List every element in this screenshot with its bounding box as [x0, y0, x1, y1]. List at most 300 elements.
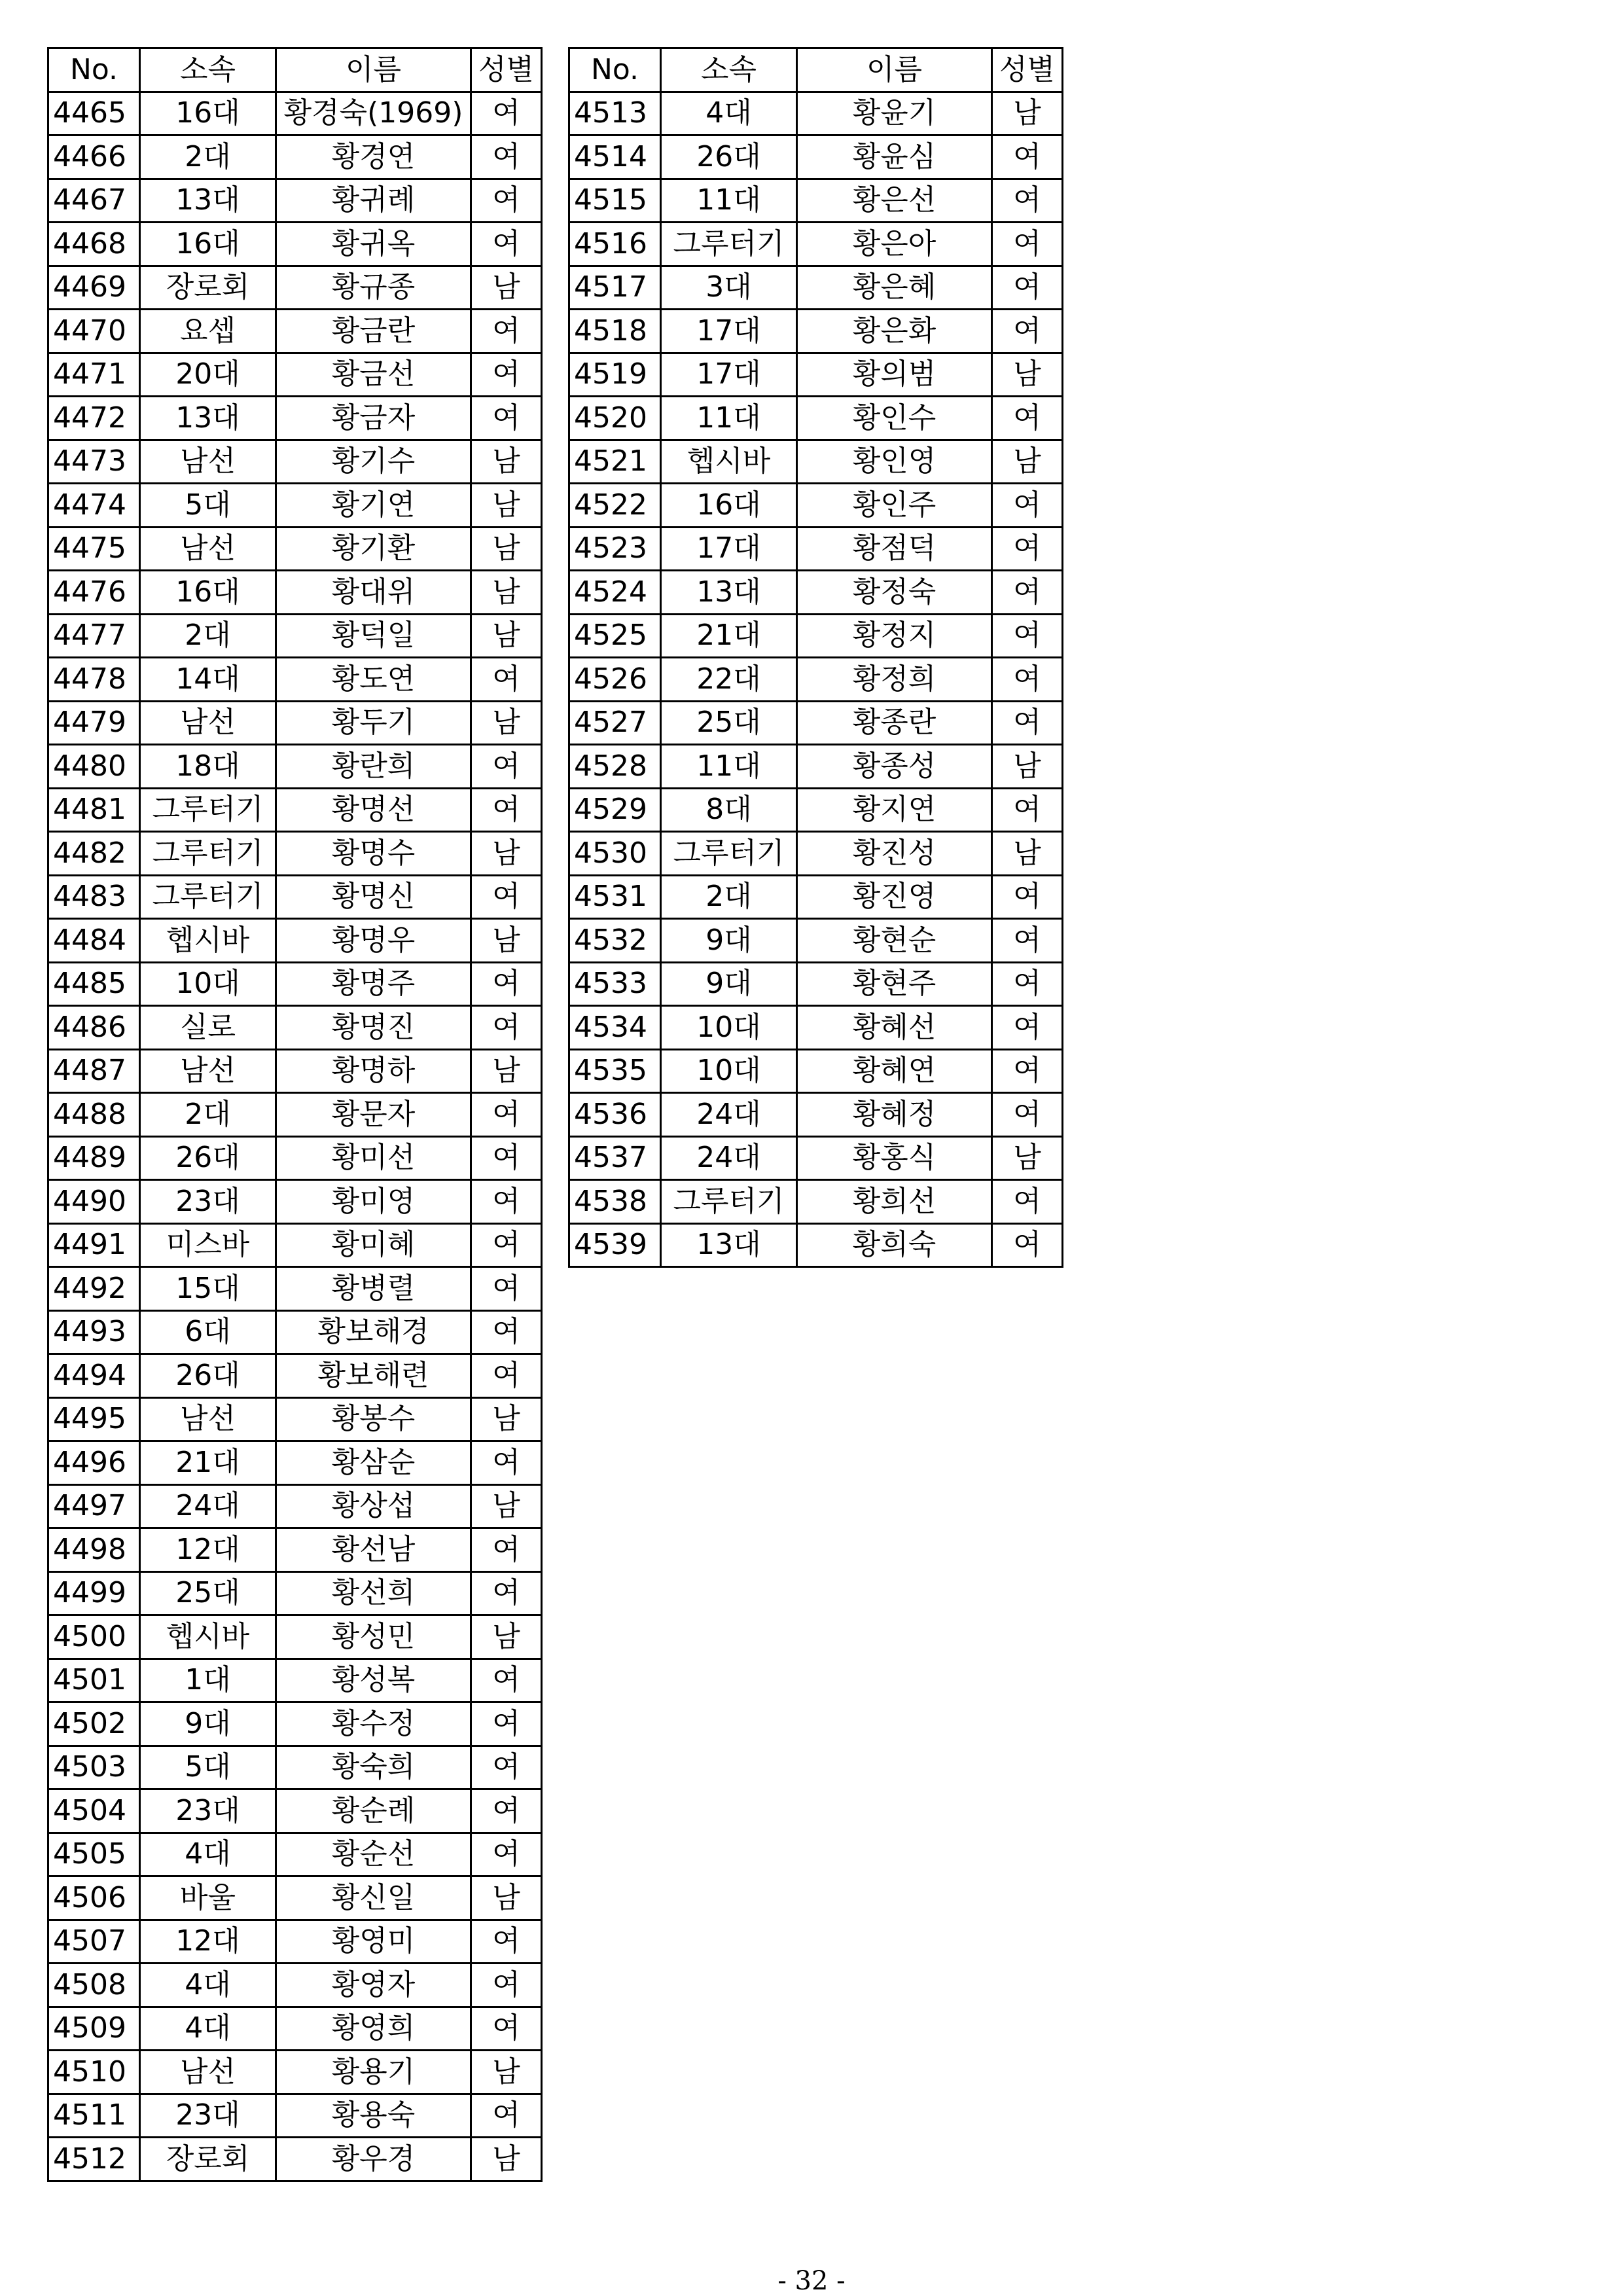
- table-row: [569, 223, 1063, 266]
- cell-gender: 여: [992, 1180, 1063, 1224]
- cell-gender: 여: [471, 1441, 542, 1485]
- cell-affiliation: 헵시바: [140, 919, 276, 963]
- cell-name: 황금선: [276, 353, 471, 397]
- cell-gender: 남: [471, 614, 542, 658]
- cell-no: 4477: [48, 614, 140, 658]
- cell-no: 4536: [569, 1093, 661, 1137]
- cell-affiliation: 15대: [140, 1267, 276, 1311]
- cell-name: 황현순: [797, 919, 992, 963]
- cell-name: 황인주: [797, 484, 992, 528]
- cell-affiliation: 4대: [661, 92, 797, 135]
- cell-no: 4487: [48, 1049, 140, 1093]
- table-row: [48, 310, 542, 353]
- cell-affiliation: 요셉: [140, 310, 276, 353]
- header-gender: 성별: [471, 48, 542, 92]
- cell-affiliation: 남선: [140, 1397, 276, 1441]
- table-row: [48, 1093, 542, 1137]
- table-row: [48, 788, 542, 832]
- cell-gender: 남: [471, 1876, 542, 1920]
- cell-name: 황기환: [276, 527, 471, 571]
- cell-name: 황우경: [276, 2138, 471, 2181]
- cell-gender: 여: [471, 658, 542, 702]
- table-row: [48, 1006, 542, 1050]
- cell-gender: 여: [992, 484, 1063, 528]
- cell-affiliation: 2대: [661, 875, 797, 919]
- cell-name: 황기수: [276, 440, 471, 484]
- cell-no: 4491: [48, 1223, 140, 1267]
- cell-name: 황신일: [276, 1876, 471, 1920]
- cell-name: 황영자: [276, 1964, 471, 2007]
- cell-affiliation: 그루터기: [661, 223, 797, 266]
- cell-no: 4533: [569, 962, 661, 1006]
- table-row: [48, 745, 542, 789]
- cell-name: 황수정: [276, 1702, 471, 1746]
- cell-affiliation: 26대: [140, 1136, 276, 1180]
- cell-affiliation: 4대: [140, 1964, 276, 2007]
- cell-affiliation: 3대: [661, 266, 797, 310]
- cell-no: 4531: [569, 875, 661, 919]
- cell-name: 황종란: [797, 701, 992, 745]
- cell-gender: 여: [992, 1093, 1063, 1137]
- cell-affiliation: 13대: [140, 179, 276, 223]
- cell-gender: 남: [471, 1049, 542, 1093]
- cell-affiliation: 23대: [140, 2094, 276, 2138]
- cell-affiliation: 10대: [140, 962, 276, 1006]
- cell-no: 4474: [48, 484, 140, 528]
- cell-affiliation: 남선: [140, 2051, 276, 2094]
- cell-name: 황순선: [276, 1833, 471, 1876]
- table-row: [569, 788, 1063, 832]
- cell-name: 황경숙(1969): [276, 92, 471, 135]
- cell-gender: 남: [992, 1136, 1063, 1180]
- cell-no: 4508: [48, 1964, 140, 2007]
- cell-no: 4478: [48, 658, 140, 702]
- cell-gender: 여: [471, 1136, 542, 1180]
- cell-no: 4479: [48, 701, 140, 745]
- table-row: [48, 701, 542, 745]
- cell-no: 4496: [48, 1441, 140, 1485]
- cell-name: 황기연: [276, 484, 471, 528]
- table-row: [48, 353, 542, 397]
- cell-no: 4532: [569, 919, 661, 963]
- cell-gender: 남: [992, 832, 1063, 876]
- cell-no: 4499: [48, 1571, 140, 1615]
- cell-name: 황병렬: [276, 1267, 471, 1311]
- cell-affiliation: 16대: [661, 484, 797, 528]
- cell-affiliation: 9대: [661, 919, 797, 963]
- cell-gender: 남: [471, 2051, 542, 2094]
- cell-name: 황문자: [276, 1093, 471, 1137]
- cell-affiliation: 2대: [140, 614, 276, 658]
- cell-affiliation: 17대: [661, 353, 797, 397]
- cell-no: 4516: [569, 223, 661, 266]
- cell-name: 황윤기: [797, 92, 992, 135]
- cell-name: 황덕일: [276, 614, 471, 658]
- cell-gender: 여: [471, 1093, 542, 1137]
- cell-name: 황도연: [276, 658, 471, 702]
- table-row: [48, 266, 542, 310]
- cell-name: 황진영: [797, 875, 992, 919]
- table-row: [48, 2094, 542, 2138]
- cell-gender: 여: [992, 266, 1063, 310]
- cell-gender: 여: [992, 658, 1063, 702]
- cell-affiliation: 10대: [661, 1006, 797, 1050]
- cell-affiliation: 24대: [661, 1093, 797, 1137]
- cell-name: 황명우: [276, 919, 471, 963]
- header-no: No.: [569, 48, 661, 92]
- cell-name: 황인영: [797, 440, 992, 484]
- cell-no: 4528: [569, 745, 661, 789]
- cell-no: 4539: [569, 1223, 661, 1267]
- table-row: [48, 1484, 542, 1528]
- cell-no: 4509: [48, 2007, 140, 2051]
- cell-affiliation: 장로회: [140, 2138, 276, 2181]
- cell-no: 4472: [48, 397, 140, 440]
- cell-name: 황명선: [276, 788, 471, 832]
- cell-gender: 여: [992, 701, 1063, 745]
- table-row: [48, 1180, 542, 1224]
- table-row: [48, 1876, 542, 1920]
- table-row: [48, 92, 542, 135]
- cell-name: 황종성: [797, 745, 992, 789]
- cell-name: 황두기: [276, 701, 471, 745]
- cell-name: 황혜연: [797, 1049, 992, 1093]
- cell-affiliation: 26대: [661, 135, 797, 179]
- cell-name: 황영희: [276, 2007, 471, 2051]
- table-row: [569, 484, 1063, 528]
- cell-affiliation: 11대: [661, 745, 797, 789]
- page-number: - 32 -: [777, 2266, 846, 2296]
- cell-affiliation: 23대: [140, 1789, 276, 1833]
- cell-name: 황상섭: [276, 1484, 471, 1528]
- cell-affiliation: 11대: [661, 397, 797, 440]
- cell-gender: 여: [992, 962, 1063, 1006]
- cell-name: 황은아: [797, 223, 992, 266]
- cell-no: 4484: [48, 919, 140, 963]
- cell-name: 황보해경: [276, 1310, 471, 1354]
- cell-name: 황미선: [276, 1136, 471, 1180]
- cell-gender: 남: [992, 745, 1063, 789]
- cell-no: 4510: [48, 2051, 140, 2094]
- cell-affiliation: 18대: [140, 745, 276, 789]
- cell-affiliation: 미스바: [140, 1223, 276, 1267]
- cell-no: 4507: [48, 1920, 140, 1964]
- cell-affiliation: 25대: [661, 701, 797, 745]
- cell-gender: 여: [471, 1223, 542, 1267]
- cell-gender: 여: [471, 2094, 542, 2138]
- table-row: [48, 1223, 542, 1267]
- table-row: [48, 1310, 542, 1354]
- cell-gender: 여: [471, 875, 542, 919]
- table-row: [48, 1920, 542, 1964]
- cell-name: 황명신: [276, 875, 471, 919]
- cell-gender: 여: [992, 614, 1063, 658]
- table-row: [569, 1180, 1063, 1224]
- cell-no: 4512: [48, 2138, 140, 2181]
- cell-affiliation: 2대: [140, 135, 276, 179]
- cell-name: 황의범: [797, 353, 992, 397]
- cell-name: 황혜정: [797, 1093, 992, 1137]
- cell-name: 황명수: [276, 832, 471, 876]
- cell-name: 황홍식: [797, 1136, 992, 1180]
- cell-gender: 여: [471, 92, 542, 135]
- cell-affiliation: 헵시바: [661, 440, 797, 484]
- cell-name: 황미영: [276, 1180, 471, 1224]
- cell-gender: 여: [471, 135, 542, 179]
- cell-gender: 남: [471, 527, 542, 571]
- cell-affiliation: 남선: [140, 1049, 276, 1093]
- cell-gender: 여: [471, 1920, 542, 1964]
- cell-no: 4485: [48, 962, 140, 1006]
- cell-no: 4523: [569, 527, 661, 571]
- cell-name: 황점덕: [797, 527, 992, 571]
- cell-affiliation: 1대: [140, 1659, 276, 1702]
- cell-gender: 여: [471, 1006, 542, 1050]
- cell-affiliation: 23대: [140, 1180, 276, 1224]
- table-row: [48, 1049, 542, 1093]
- cell-gender: 여: [471, 1267, 542, 1311]
- cell-affiliation: 5대: [140, 484, 276, 528]
- cell-no: 4503: [48, 1746, 140, 1789]
- cell-gender: 여: [992, 397, 1063, 440]
- table-row: [48, 658, 542, 702]
- header-affiliation: 소속: [661, 48, 797, 92]
- table-row: [48, 1136, 542, 1180]
- table-row: [569, 92, 1063, 135]
- cell-gender: 남: [471, 2138, 542, 2181]
- cell-affiliation: 16대: [140, 571, 276, 615]
- table-row: [569, 745, 1063, 789]
- cell-gender: 남: [471, 571, 542, 615]
- cell-no: 4529: [569, 788, 661, 832]
- cell-no: 4525: [569, 614, 661, 658]
- table-row: [569, 875, 1063, 919]
- cell-name: 황정숙: [797, 571, 992, 615]
- cell-no: 4476: [48, 571, 140, 615]
- cell-gender: 여: [471, 1746, 542, 1789]
- cell-gender: 여: [992, 179, 1063, 223]
- cell-affiliation: 5대: [140, 1746, 276, 1789]
- table-row: [48, 1833, 542, 1876]
- cell-no: 4526: [569, 658, 661, 702]
- table-row: [48, 397, 542, 440]
- cell-affiliation: 24대: [140, 1484, 276, 1528]
- cell-gender: 여: [471, 1354, 542, 1398]
- cell-gender: 여: [992, 788, 1063, 832]
- cell-no: 4534: [569, 1006, 661, 1050]
- header-name: 이름: [276, 48, 471, 92]
- cell-affiliation: 24대: [661, 1136, 797, 1180]
- cell-no: 4502: [48, 1702, 140, 1746]
- cell-affiliation: 12대: [140, 1920, 276, 1964]
- cell-no: 4537: [569, 1136, 661, 1180]
- table-row: [48, 1702, 542, 1746]
- cell-name: 황금자: [276, 397, 471, 440]
- cell-affiliation: 그루터기: [140, 788, 276, 832]
- cell-gender: 여: [471, 745, 542, 789]
- table-row: [569, 527, 1063, 571]
- cell-gender: 여: [992, 1049, 1063, 1093]
- cell-gender: 남: [471, 701, 542, 745]
- cell-name: 황경연: [276, 135, 471, 179]
- cell-no: 4524: [569, 571, 661, 615]
- table-row: [48, 614, 542, 658]
- cell-gender: 여: [992, 135, 1063, 179]
- cell-no: 4519: [569, 353, 661, 397]
- cell-no: 4518: [569, 310, 661, 353]
- table-row: [569, 1093, 1063, 1137]
- cell-gender: 남: [471, 1484, 542, 1528]
- cell-no: 4535: [569, 1049, 661, 1093]
- header-no: No.: [48, 48, 140, 92]
- cell-gender: 여: [992, 1223, 1063, 1267]
- cell-no: 4475: [48, 527, 140, 571]
- table-row: [48, 1397, 542, 1441]
- cell-name: 황지연: [797, 788, 992, 832]
- cell-affiliation: 8대: [661, 788, 797, 832]
- cell-gender: 여: [992, 1006, 1063, 1050]
- cell-name: 황성복: [276, 1659, 471, 1702]
- cell-gender: 남: [471, 484, 542, 528]
- cell-name: 황대위: [276, 571, 471, 615]
- table-row: [48, 2138, 542, 2181]
- table-row: [48, 1964, 542, 2007]
- cell-no: 4492: [48, 1267, 140, 1311]
- cell-gender: 여: [471, 223, 542, 266]
- cell-name: 황은선: [797, 179, 992, 223]
- cell-no: 4513: [569, 92, 661, 135]
- cell-name: 황명하: [276, 1049, 471, 1093]
- cell-gender: 남: [992, 92, 1063, 135]
- cell-gender: 여: [471, 1528, 542, 1572]
- table-row: [48, 1354, 542, 1398]
- cell-no: 4530: [569, 832, 661, 876]
- cell-name: 황숙희: [276, 1746, 471, 1789]
- cell-gender: 여: [992, 571, 1063, 615]
- table-row: [48, 135, 542, 179]
- table-row: [48, 571, 542, 615]
- table-row: [48, 832, 542, 876]
- header-gender: 성별: [992, 48, 1063, 92]
- cell-name: 황삼순: [276, 1441, 471, 1485]
- cell-no: 4486: [48, 1006, 140, 1050]
- cell-gender: 남: [471, 266, 542, 310]
- cell-gender: 여: [992, 875, 1063, 919]
- table-row: [569, 310, 1063, 353]
- cell-no: 4498: [48, 1528, 140, 1572]
- table-row: [569, 1223, 1063, 1267]
- cell-name: 황은혜: [797, 266, 992, 310]
- cell-name: 황현주: [797, 962, 992, 1006]
- cell-name: 황혜선: [797, 1006, 992, 1050]
- table-row: [569, 1006, 1063, 1050]
- table-row: [48, 2051, 542, 2094]
- cell-gender: 여: [471, 1659, 542, 1702]
- cell-name: 황금란: [276, 310, 471, 353]
- table-row: [569, 614, 1063, 658]
- cell-no: 4511: [48, 2094, 140, 2138]
- table-row: [569, 1049, 1063, 1093]
- cell-no: 4522: [569, 484, 661, 528]
- cell-no: 4494: [48, 1354, 140, 1398]
- table-row: [569, 658, 1063, 702]
- table-row: [569, 832, 1063, 876]
- cell-name: 황명진: [276, 1006, 471, 1050]
- cell-gender: 여: [992, 919, 1063, 963]
- cell-no: 4489: [48, 1136, 140, 1180]
- table-row: [48, 223, 542, 266]
- table-row: [569, 353, 1063, 397]
- cell-no: 4538: [569, 1180, 661, 1224]
- cell-name: 황인수: [797, 397, 992, 440]
- cell-affiliation: 21대: [661, 614, 797, 658]
- cell-no: 4521: [569, 440, 661, 484]
- cell-no: 4465: [48, 92, 140, 135]
- header-name: 이름: [797, 48, 992, 92]
- cell-gender: 여: [471, 397, 542, 440]
- cell-gender: 여: [471, 1180, 542, 1224]
- cell-gender: 여: [471, 2007, 542, 2051]
- table-row: [48, 919, 542, 963]
- cell-name: 황성민: [276, 1615, 471, 1659]
- table-row: [48, 2007, 542, 2051]
- cell-gender: 여: [992, 527, 1063, 571]
- cell-gender: 남: [992, 440, 1063, 484]
- cell-affiliation: 실로: [140, 1006, 276, 1050]
- cell-no: 4504: [48, 1789, 140, 1833]
- cell-gender: 여: [471, 1964, 542, 2007]
- table-row: [48, 1746, 542, 1789]
- cell-affiliation: 4대: [140, 1833, 276, 1876]
- roster-body-left: [48, 92, 542, 2181]
- cell-affiliation: 그루터기: [140, 832, 276, 876]
- cell-name: 황귀례: [276, 179, 471, 223]
- roster-table-left: [47, 47, 543, 2182]
- table-row: [569, 266, 1063, 310]
- table-row: [48, 875, 542, 919]
- cell-name: 황희선: [797, 1180, 992, 1224]
- header-row: [569, 48, 1063, 92]
- cell-affiliation: 14대: [140, 658, 276, 702]
- header-affiliation: 소속: [140, 48, 276, 92]
- cell-affiliation: 13대: [140, 397, 276, 440]
- cell-affiliation: 17대: [661, 527, 797, 571]
- cell-gender: 남: [471, 919, 542, 963]
- cell-affiliation: 그루터기: [661, 1180, 797, 1224]
- cell-gender: 여: [471, 310, 542, 353]
- cell-no: 4495: [48, 1397, 140, 1441]
- cell-gender: 여: [471, 1833, 542, 1876]
- cell-gender: 여: [471, 179, 542, 223]
- cell-gender: 여: [471, 1702, 542, 1746]
- cell-affiliation: 12대: [140, 1528, 276, 1572]
- cell-no: 4467: [48, 179, 140, 223]
- cell-name: 황보해련: [276, 1354, 471, 1398]
- cell-no: 4493: [48, 1310, 140, 1354]
- table-row: [48, 440, 542, 484]
- cell-name: 황영미: [276, 1920, 471, 1964]
- cell-affiliation: 22대: [661, 658, 797, 702]
- cell-name: 황미혜: [276, 1223, 471, 1267]
- cell-affiliation: 20대: [140, 353, 276, 397]
- cell-gender: 여: [471, 1310, 542, 1354]
- cell-affiliation: 16대: [140, 223, 276, 266]
- cell-gender: 남: [471, 440, 542, 484]
- cell-name: 황희숙: [797, 1223, 992, 1267]
- cell-no: 4520: [569, 397, 661, 440]
- cell-gender: 여: [471, 1571, 542, 1615]
- cell-no: 4515: [569, 179, 661, 223]
